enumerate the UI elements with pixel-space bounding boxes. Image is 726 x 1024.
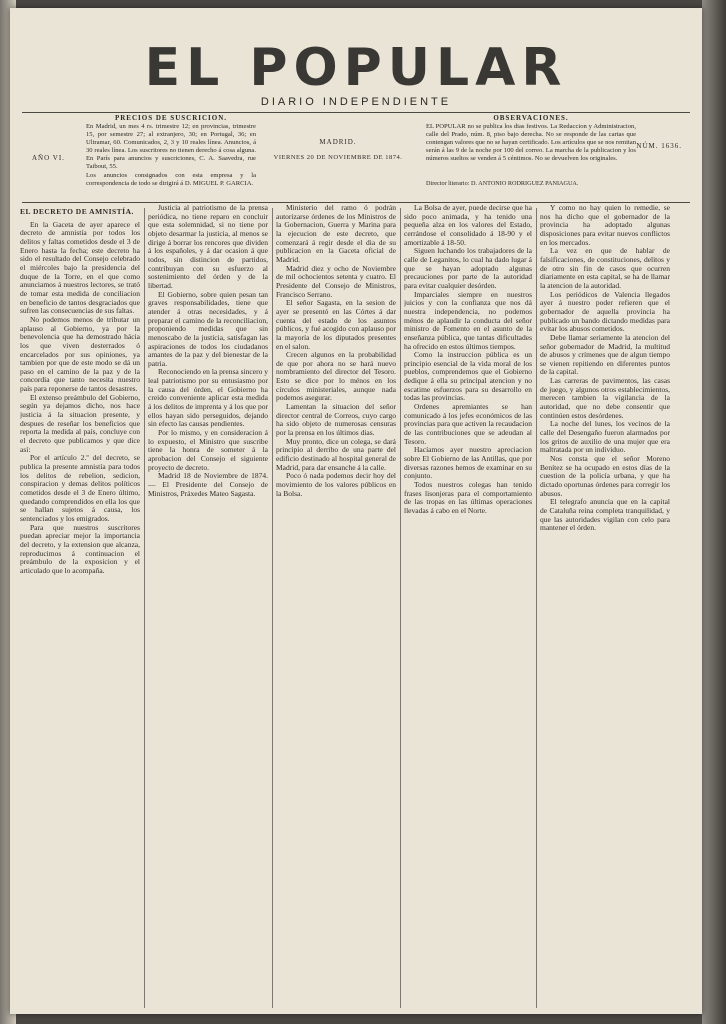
column-rule (536, 208, 537, 1008)
observations-text: EL POPULAR no se publica los dias festivos. La Redaccion y Administracion, calle del Prado, núm. 8, piso bajo derecha. No se responde de las cartas que contengan valores que no se hayan certificado. Los artículos que se nos remitan serán á las 9 de la noche por 100 del correo. La marcha de la publicacion y los números sueltos se venden á 5 céntimos. No se devuelven los originales. (426, 123, 637, 162)
paragraph: La Bolsa de ayer, puede decirse que ha sido poco animada, y ha tenido una pequeña alza en los valores del Estado, cerrándose el consolidado á 18-90 y el amortizable á 18-50. (404, 204, 532, 247)
subscription-footer: Los anuncios consignados con esta empresa y la correspondencia de todo se dirigirá á D. MIGUEL P. GARCIA. (86, 172, 256, 187)
paragraph: Los periódicos de Valencia llegados ayer á nuestro poder refieren que el gobernador de aquella provincia ha publicado un bando dictando medidas para evitar los abusos cometidos. (540, 289, 670, 334)
page-edge (702, 0, 726, 1024)
paragraph: Poco ó nada podemos decir hoy del movimiento de los valores públicos en la Bolsa. (276, 471, 396, 498)
column-5 (540, 204, 670, 1004)
newspaper-page (10, 8, 702, 1014)
paragraph: Justicia al patriotismo de la prensa periódica, no tiene reparo en concluir que esta solemnidad, si no tiene por objeto desarmar la justicia, al menos se dirige á borrar los rencores que dividen á los españoles, y á dar ocasion á que todos, sin distincion de partidos, contribuyan con su esfuerzo al sostenimiento del órden y de la libertad. (148, 204, 268, 290)
paragraph: Las carreras de pavimentos, las casas de juego, y algunos otros establecimientos, merecen tambien la vigilancia de la autoridad, que no debe consentir que continúen estos desórdenes. (540, 376, 670, 420)
paragraph: Ministerio del ramo ó podrán autorizarse órdenes de los Ministros de la Gobernacion, Guerra y Marina para la ejecucion de este decreto, que comenzará á regir desde el dia de su publicacion en la Gaceta oficial de Madrid. (276, 204, 396, 264)
paragraph: Madrid 18 de Noviembre de 1874. — El Presidente del Consejo de Ministros, Práxedes Mateo Sagasta. (148, 471, 268, 498)
column-4 (404, 204, 532, 1004)
paragraph: Ordenes apremiantes se han comunicado á los jefes económicos de las provincias para que activen la recaudacion de las contribuciones que se adeudan al Tesoro. (404, 402, 532, 446)
column-3 (276, 204, 396, 1004)
paragraph: Como la instruccion pública es un principio esencial de la vida moral de los pueblos, comprendemos que el Gobierno dedique á ella su principal atencion y no escatime esfuerzos para su desarrollo en todas las provincias. (404, 350, 532, 403)
paragraph: Reconociendo en la prensa sincero y leal patriotismo por su entusiasmo por la causa del órden, el Gobierno ha creido conveniente aplicar esta medida á los delitos de imprenta y á los que por ellos hayan sido perseguidos, dejando sin efecto las causas pendientes. (148, 367, 268, 429)
masthead-subtitle: DIARIO INDEPENDIENTE (260, 96, 452, 108)
subscription-heading: PRECIOS DE SUSCRICION. (114, 114, 228, 122)
observations-heading: OBSERVACIONES. (493, 114, 569, 122)
paragraph: La vez en que de hablar de falsificaciones, de constituciones, delitos y de otro sin fin de casos que ocurren diariamente en esta capital, se ha de llamar la atencion de la autoridad. (540, 246, 670, 290)
article-columns (10, 204, 702, 1014)
paragraph: Debe llamar seriamente la atencion del señor gobernador de Madrid, la multitud de abusos y crímenes que de algun tiempo se vienen repitiendo en diferentes puntos de la capital. (540, 332, 670, 377)
info-bar (22, 114, 690, 206)
issue-number: NÚM. 1636. (636, 142, 682, 150)
year-label: AÑO VI. (32, 154, 65, 162)
paragraph: El telegrafo anuncia que en la capital de Cataluña reina completa tranquilidad, y que las autoridades vigilan con celo para mantener el órden. (540, 497, 670, 533)
director-line: Director literario: D. ANTONIO RODRIGUEZ PANIAGUA. (426, 180, 579, 187)
observations-box (426, 114, 636, 163)
paragraph: Todos nuestros colegas han tenido frases lisonjeras para el comportamiento de las tropas en las últimas operaciones llevadas á cabo en el Norte. (404, 480, 532, 515)
paragraph: No podemos menos de tributar un aplauso al Gobierno, ya por la benevolencia que ha demostrado hácia los que viven desterrados ó encarcelados por sus opiniones, ya tambien por que de este modo se dá un paso en el camino de la paz y de la concordia que tanto necesita nuestro país para reponerse de tantos desastres. (20, 314, 140, 394)
column-2 (148, 204, 268, 1004)
divider-bottom (22, 202, 690, 203)
paragraph: Imparciales siempre en nuestros juicios y con la confianza que nos dá nuestra independencia, no podemos ménos de aplaudir la conducta del señor ministro de Fomento en el asunto de la enseñanza pública, que tantas dificultades ha ofrecido en estos últimos tiempos. (404, 289, 532, 351)
paragraph: Madrid diez y ocho de Noviembre de mil ochocientos setenta y cuatro. El Presidente del Consejo de Ministros, Francisco Serrano. (276, 263, 396, 299)
column-rule (400, 208, 401, 1008)
masthead-title: EL POPULAR (144, 38, 568, 98)
paragraph: El señor Sagasta, en la sesion de ayer se presentó en las Córtes á dar cuenta del estado de los asuntos públicos, y fué acogido con aplauso por la mayoría de los diputados presentes en el salon. (276, 298, 396, 351)
paragraph: Y como no hay quien lo remedie, se nos ha dicho que el gobernador de la provincia ha adoptado algunas disposiciones para evitar nuevos conflictos en los mercados. (540, 204, 670, 247)
issue-date: VIERNES 20 DE NOVIEMBRE DE 1874. (273, 154, 403, 161)
subscription-box (86, 114, 256, 188)
paragraph: Nos consta que el señor Moreno Benítez se ha ocupado en estos días de la cuestion de la policía urbana, y que ha dictado oportunas órdenes para corregir los abusos. (540, 454, 670, 498)
column-1 (20, 204, 140, 1004)
paragraph: En la Gaceta de ayer aparece el decreto de amnistía por todos los delitos y faltas cometidos desde el 3 de Enero hasta la fecha; este decreto ha sido el resultado del Consejo celebrado el miércoles bajo la presidencia del duque de la Torre, en el que como anunciamos á nuestros lectores, se trató de tomar esta medida de conciliacion en beneficio de tantos desgraciados que sufren las consecuencias de sus faltas. (20, 219, 140, 316)
paragraph: Muy pronto, dice un colega, se dará principio al derribo de una parte del edificio destinado al hospital general de Madrid, para dar ensanche á la calle. (276, 436, 396, 472)
city-label: MADRID. (319, 138, 357, 146)
divider-top (22, 112, 690, 113)
column-rule (272, 208, 273, 1008)
paragraph: La noche del lunes, los vecinos de la calle del Desengaño fueron alarmados por los gritos de auxilio de una mujer que era maltratada por un individuo. (540, 419, 670, 455)
article-heading: EL DECRETO DE AMNISTÍA. (20, 207, 134, 216)
paragraph: Hacíamos ayer nuestro apreciacion sobre El Gobierno de las Antillas, que por diversas razones hemos de examinar en su conjunto. (404, 445, 532, 481)
paragraph: El Gobierno, sobre quien pesan tan graves responsabilidades, tiene que atender á otras necesidades, y á preparar el camino de la reconciliacion, proponiendo medidas que sin menoscabo de la justicia, satisfagan las aspiraciones de todos los ciudadanos amantes de la paz y del bienestar de la patria. (148, 289, 268, 368)
paragraph: Siguen luchando los trabajadores de la calle de Leganitos, lo cual ha dado lugar á que se hayan adoptado algunas precauciones por parte de la autoridad para evitar cualquier desórden. (404, 246, 532, 290)
paragraph: Para que nuestros suscritores puedan apreciar mejor la importancia del decreto, y la extension que alcanza, reproducimos á continuacion el preámbulo de la exposicion y el articulado que lo acompaña. (20, 522, 140, 575)
subscription-text: En Madrid, un mes 4 rs. trimestre 12; en provincias, trimestre 15, por semestre 27; al extranjero, 30; en Portugal, 36; en Ultramar, 60. Comunicados, 2, 3 y 10 reales línea. Anuncios, á 30 reales línea. Los suscritores no tienen derecho á cosa alguna. En París para anuncios y suscriciones, C. A. Saavedra, rue Taibout, 55. (86, 123, 256, 170)
paragraph: El extenso preámbulo del Gobierno, según ya dejamos dicho, nos hace justicia á la situacion presente, y despues de reseñar los beneficios que reporta la medida al país, concluye con el decreto que publicamos y que dice así: (20, 392, 140, 454)
paragraph: Crecen algunos en la probabilidad de que por ahora no se hará nuevo nombramiento del director del Tesoro. Esto se dice por lo ménos en los círculos ministeriales, aunque nada podemos asegurar. (276, 350, 396, 403)
paragraph: Lamentan la situacion del señor director central de Correos, cuyo cargo ha sido objeto de numerosas censuras por la prensa en los últimos dias. (276, 402, 396, 438)
paragraph: Por lo mismo, y en consideracion á lo expuesto, el Ministro que suscribe tiene la honra de someter á la aprobacion del Consejo el siguiente proyecto de decreto. (148, 428, 268, 472)
paragraph: Por el artículo 2.º del decreto, se publica la presente amnistía para todos los delitos de rebelion, sedicion, conspiracion y demas delitos políticos cometidos desde el 3 de Enero último, quedando comprendidos en ella los que se hallan sujetos á causa, los sentenciados y los emigrados. (20, 453, 140, 523)
column-rule (144, 208, 145, 1008)
